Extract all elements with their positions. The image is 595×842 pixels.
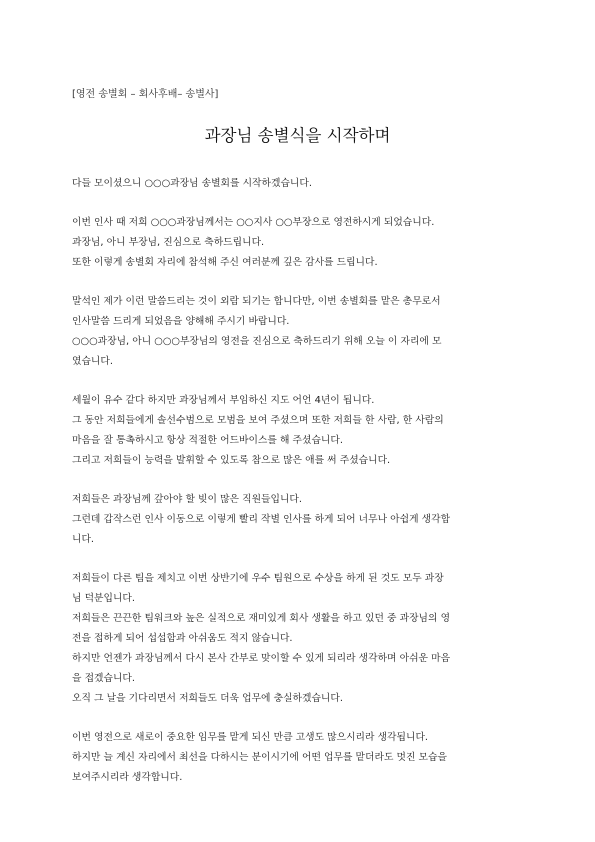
text-line: 저희들은 과장님께 갚아야 할 빚이 많은 직원들입니다. — [72, 494, 303, 505]
text-line: 보여주시리라 생각합니다. — [72, 772, 183, 783]
document-category: [영전 송별회 – 회사후배– 송별사] — [72, 89, 219, 100]
paragraph — [72, 570, 527, 710]
text-line: 이번 영전으로 새로이 중요한 임무를 맡게 되신 만큼 고생도 많으시리라 생각됩니다. — [72, 732, 429, 743]
text-line: 말석인 제가 이런 말씀드리는 것이 외람 되기는 합니다만, 이번 송별회를 맡은 총무로서 — [72, 296, 441, 307]
text-line: 인사말씀 드리게 되었음을 양해해 주시기 바랍니다. — [72, 316, 290, 327]
text-line: 오직 그 날을 기다리면서 저희들도 더욱 업무에 충실하겠습니다. — [72, 693, 343, 704]
paragraph — [72, 214, 527, 274]
document-body — [72, 175, 527, 808]
paragraph — [72, 175, 527, 195]
text-line: 저희들이 다른 팀을 제치고 이번 상반기에 우수 팀원으로 수상을 하게 된 것도 모두 과장 — [72, 573, 444, 584]
text-line: ○○○과장님, 아니 ○○○부장님의 영전을 진심으로 축하드리기 위해 오늘 이 자리에 모 — [72, 336, 442, 347]
text-line: 그리고 저희들이 능력을 발휘할 수 있도록 참으로 많은 애를 써 주셨습니다. — [72, 455, 391, 466]
text-line: 다들 모이셨으니 ○○○과장님 송별회를 시작하겠습니다. — [72, 178, 312, 189]
text-line: 하지만 언젠가 과장님께서 다시 본사 간부로 맞이할 수 있게 되리라 생각하며 아쉬운 마음 — [72, 653, 451, 664]
text-line: 그 동안 저희들에게 솔선수범으로 모범을 보여 주셨으며 또한 저희들 한 사람, 한 사람의 — [72, 415, 444, 426]
text-line: 세월이 유수 같다 하지만 과장님께서 부임하신 지도 어언 4년이 됩니다. — [72, 395, 375, 406]
text-line: 하지만 늘 계신 자리에서 최선을 다하시는 분이시기에 어떤 업무를 맡더라도 멋진 모습을 — [72, 752, 447, 763]
text-line: 또한 이렇게 송별회 자리에 참석해 주신 여러분께 깊은 감사를 드립니다. — [72, 257, 378, 268]
text-line: 마음을 잘 통촉하시고 항상 적절한 어드바이스를 해 주셨습니다. — [72, 435, 343, 446]
text-line: 이번 인사 때 저희 ○○○과장님께서는 ○○지사 ○○부장으로 영전하시게 되었습니다. — [72, 217, 435, 228]
paragraph — [72, 293, 527, 373]
paragraph — [72, 392, 527, 472]
text-line: 과장님, 아니 부장님, 진심으로 축하드립니다. — [72, 237, 265, 248]
text-line: 니다. — [72, 534, 95, 545]
text-line: 을 접겠습니다. — [72, 673, 136, 684]
text-line: 님 덕분입니다. — [72, 593, 136, 604]
paragraph — [72, 491, 527, 551]
text-line: 그런데 갑작스런 인사 이동으로 이렇게 빨리 작별 인사를 하게 되어 너무나 아쉽게 생각합 — [72, 514, 451, 525]
paragraph — [72, 729, 527, 789]
text-line: 저희들은 끈끈한 팀워크와 높은 실적으로 재미있게 회사 생활을 하고 있던 중 과장님의 영 — [72, 613, 451, 624]
text-line: 전을 접하게 되어 섭섭함과 아쉬움도 적지 않습니다. — [72, 633, 293, 644]
document-title: 과장님 송별식을 시작하며 — [204, 126, 391, 145]
text-line: 였습니다. — [72, 356, 113, 367]
